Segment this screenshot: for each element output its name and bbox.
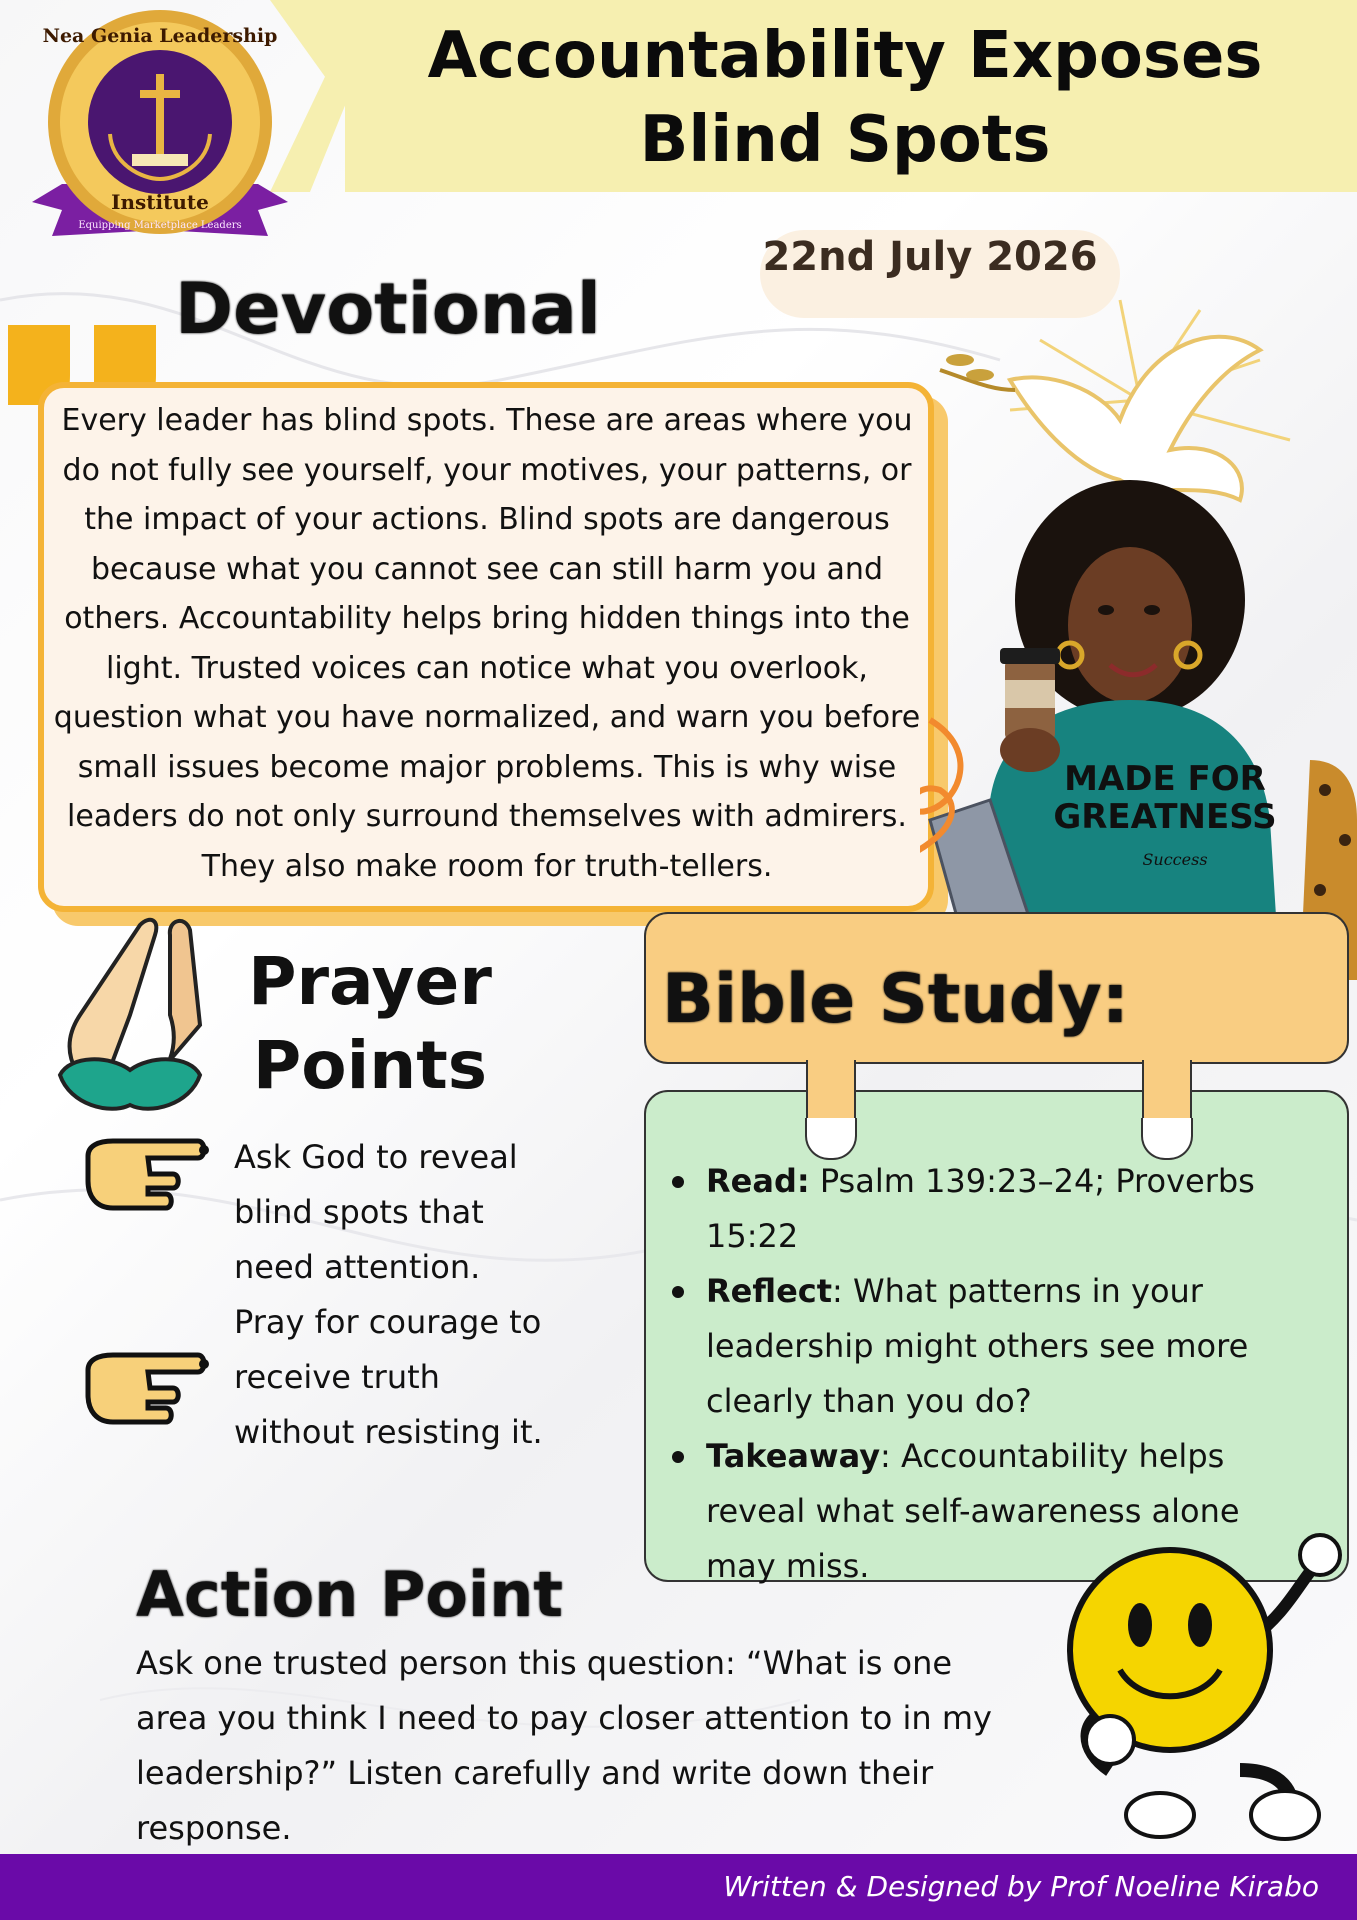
- prayer-heading-line2: Points: [252, 1027, 488, 1104]
- prayer-heading-line1: Prayer: [248, 943, 492, 1020]
- devotional-text: Every leader has blind spots. These are areas where you do not fully see yourself, your motives, your patterns, or the impact of your actions. Blind spots are dangerous because what you cannot see can still harm you and others. Accountability helps bring hidden things into the light. Trusted voices can notice what you overlook, question what you have normalized, and warn you before small issues become major problems. This is why wise leaders do not only surround themselves with admirers. They also make room for truth-tellers.: [53, 403, 921, 884]
- bible-study-label: Read:: [706, 1162, 810, 1200]
- sweater-line2: GREATNESS: [1053, 797, 1277, 837]
- bible-study-item: [706, 1264, 1316, 1429]
- bible-study-list: [706, 1154, 1316, 1594]
- logo-name: Nea Genia Leadership: [42, 25, 278, 47]
- action-text: Ask one trusted person this question: “What is one area you think I need to pay closer attention to in my leadership?” Listen carefully and write down their response.: [136, 1644, 992, 1847]
- pointing-hand-icon: [78, 1350, 210, 1430]
- logo-subtitle: Institute: [111, 190, 209, 214]
- institute-logo: [22, 4, 298, 252]
- prayer-list: [234, 1130, 564, 1460]
- bible-study-text: : Accountability helps reveal what self-awareness alone may miss.: [706, 1437, 1240, 1585]
- prayer-heading: [200, 940, 540, 1108]
- date-label: 22nd July 2026: [762, 234, 1098, 280]
- devotional-heading: Devotional: [175, 268, 601, 350]
- prayer-item: Ask God to reveal blind spots that need attention.: [234, 1138, 518, 1286]
- sweater-script: Success: [1142, 850, 1208, 869]
- pointing-hand-icon: [78, 1136, 210, 1216]
- bible-study-heading: Bible Study:: [662, 960, 1130, 1039]
- prayer-item: Pray for courage to receive truth without resisting it.: [234, 1303, 543, 1451]
- action-heading: Action Point: [136, 1558, 564, 1631]
- sweater-line1: MADE FOR: [1064, 759, 1266, 799]
- logo-tagline: Equipping Marketplace Leaders: [78, 220, 242, 231]
- footer-credit: Written & Designed by Prof Noeline Kirabo: [723, 1870, 1319, 1903]
- bible-study-label: Reflect: [706, 1272, 833, 1310]
- smiley-mascot-icon: [1050, 1530, 1350, 1850]
- page-title: Accountability Exposes Blind Spots: [427, 19, 1263, 177]
- praying-hands-icon: [40, 905, 220, 1120]
- bible-study-item: [706, 1154, 1316, 1264]
- bible-study-text: Psalm 139:23–24; Proverbs 15:22: [706, 1162, 1255, 1255]
- bible-study-text: : What patterns in your leadership might others see more clearly than you do?: [706, 1272, 1249, 1420]
- bible-study-label: Takeaway: [706, 1437, 881, 1475]
